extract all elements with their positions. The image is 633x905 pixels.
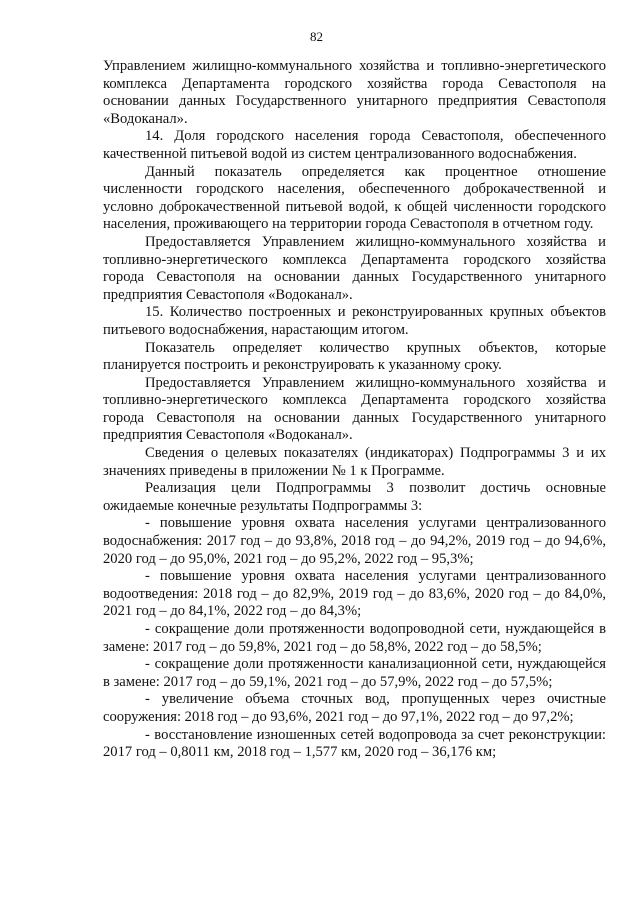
paragraph-expected-results-intro: Реализация цели Подпрограммы 3 позволит достичь основные ожидаемые конечные результаты Подпрограммы 3: bbox=[103, 480, 606, 514]
paragraph-targets-reference: Сведения о целевых показателях (индикаторах) Подпрограммы 3 и их значениях приведены в приложении № 1 к Программе. bbox=[103, 445, 606, 479]
list-item-water-network-restoration: - восстановление изношенных сетей водопровода за счет реконструкции: 2017 год – 0,8011 км, 2018 год – 1,577 км, 2020 год – 36,176 км; bbox=[103, 726, 606, 761]
paragraph-indicator-15-title: 15. Количество построенных и реконструированных крупных объектов питьевого водоснабжения, нарастающим итогом. bbox=[103, 304, 606, 338]
list-item-water-network-replacement: - сокращение доли протяженности водопроводной сети, нуждающейся в замене: 2017 год – до 59,8%, 2021 год – до 58,8%, 2022 год – до 58,5%; bbox=[103, 621, 606, 655]
list-item-sewerage-coverage: - повышение уровня охвата населения услугами централизованного водоотведения: 2018 год – до 82,9%, 2019 год – до 83,6%, 2020 год – до 84,0%, 2021 год – до 84,1%, 2022 год – до 84,3%; bbox=[103, 568, 606, 620]
paragraph-continuation-vodokanal: Управлением жилищно-коммунального хозяйства и топливно-энергетического комплекса Департамента городского хозяйства города Севастополя на основании данных Государственного унитарного предприятия Севастополя «Водоканал». bbox=[103, 58, 606, 127]
paragraph-indicator-14-source: Предоставляется Управлением жилищно-коммунального хозяйства и топливно-энергетического комплекса Департамента городского хозяйства города Севастополя на основании данных Государственного унитарного предприятия Севастополя «Водоканал». bbox=[103, 233, 606, 303]
paragraph-indicator-15-definition: Показатель определяет количество крупных объектов, которые планируется построить и реконструировать к указанному сроку. bbox=[103, 339, 606, 374]
paragraph-indicator-14-definition: Данный показатель определяется как процентное отношение численности городского населения, обеспеченного доброкачественной и условно доброкачественной питьевой водой, к общей численности городского населения, проживающего на территории города Севастополя в отчетном году. bbox=[103, 163, 606, 233]
list-item-water-supply-coverage: - повышение уровня охвата населения услугами централизованного водоснабжения: 2017 год – до 93,8%, 2018 год – до 94,2%, 2019 год – до 94,6%, 2020 год – до 95,0%, 2021 год – до 95,2%, 2022 год – 95,3%; bbox=[103, 515, 606, 567]
document-body bbox=[103, 58, 606, 762]
list-item-sewer-network-replacement: - сокращение доли протяженности канализационной сети, нуждающейся в замене: 2017 год – до 59,1%, 2021 год – до 57,9%, 2022 год – до 57,5%; bbox=[103, 656, 606, 690]
paragraph-indicator-15-source: Предоставляется Управлением жилищно-коммунального хозяйства и топливно-энергетического комплекса Департамента городского хозяйства города Севастополя на основании данных Государственного унитарного предприятия Севастополя «Водоканал». bbox=[103, 374, 606, 444]
page-number: 82 bbox=[310, 29, 323, 44]
paragraph-indicator-14-title: 14. Доля городского населения города Севастополя, обеспеченного качественной питьевой водой из систем централизованного водоснабжения. bbox=[103, 128, 606, 162]
list-item-wastewater-treatment: - увеличение объема сточных вод, пропущенных через очистные сооружения: 2018 год – до 93,6%, 2021 год – до 97,1%, 2022 год – до 97,2%; bbox=[103, 691, 606, 725]
